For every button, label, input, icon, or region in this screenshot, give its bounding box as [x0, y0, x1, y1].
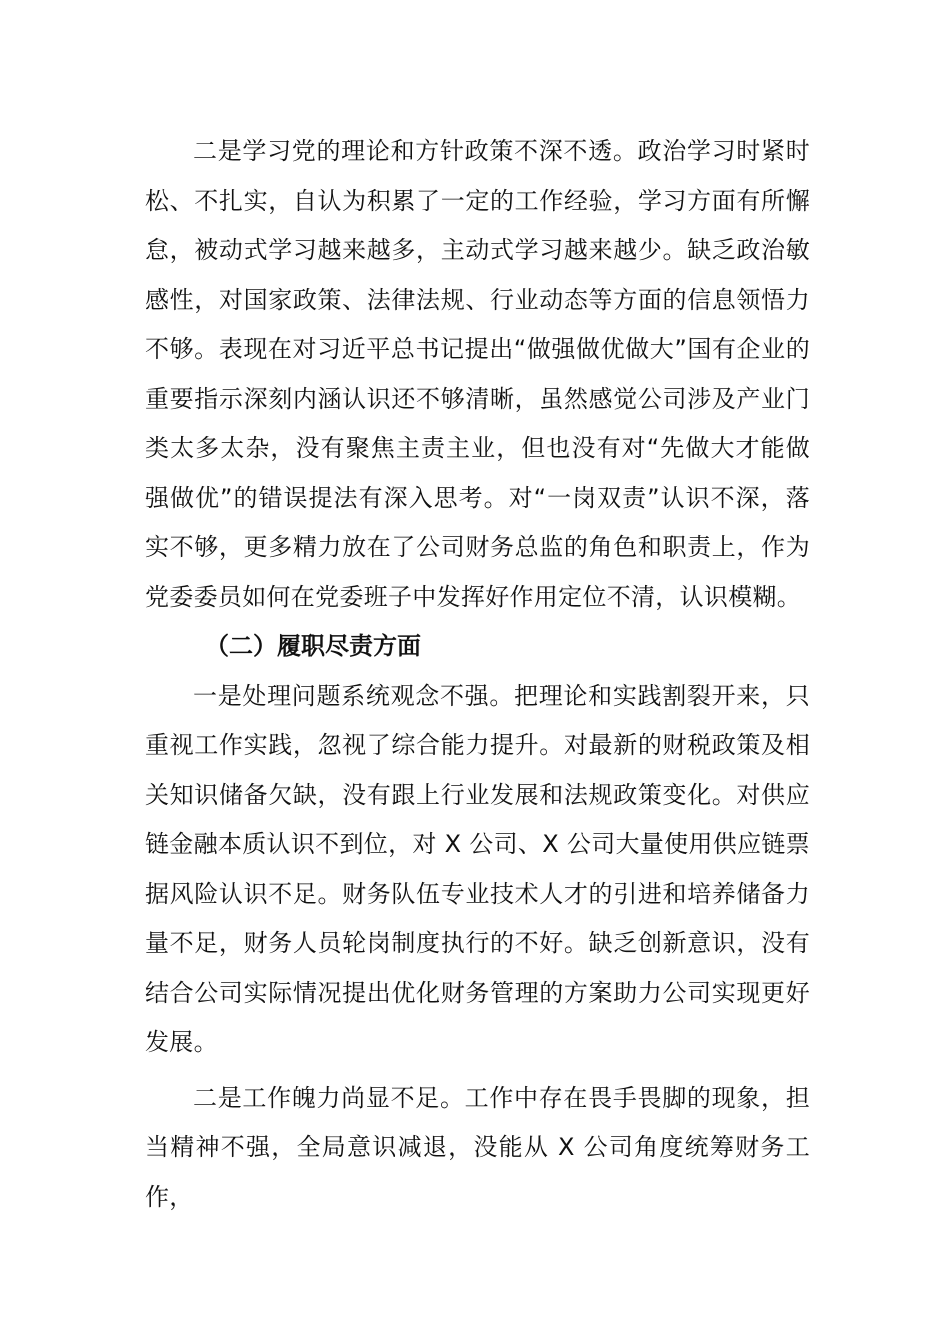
document-body	[145, 127, 810, 1222]
section-heading-duty: （二）履职尽责方面	[205, 632, 421, 660]
paragraph-theory-study: 二是学习党的理论和方针政策不深不透。政治学习时紧时松、不扎实，自认为积累了一定的工作经验，学习方面有所懈怠，被动式学习越来越多，主动式学习越来越少。缺乏政治敏感性，对国家政策、法律法规、行业动态等方面的信息领悟力不够。表现在对习近平总书记提出“做强做优做大”国有企业的重要指示深刻内涵认识还不够清晰，虽然感觉公司涉及产业门类太多太杂，没有聚焦主责主业，但也没有对“先做大才能做强做优”的错误提法有深入思考。对“一岗双责”认识不深，落实不够，更多精力放在了公司财务总监的角色和职责上，作为党委委员如何在党委班子中发挥好作用定位不清，认识模糊。	[145, 137, 810, 611]
paragraph-system-thinking: 一是处理问题系统观念不强。把理论和实践割裂开来，只重视工作实践，忽视了综合能力提升。对最新的财税政策及相关知识储备欠缺，没有跟上行业发展和法规政策变化。对供应链金融本质认识不到位，对 X 公司、X 公司大量使用供应链票据风险认识不足。财务队伍专业技术人才的引进和培养储备力量不足，财务人员轮岗制度执行的不好。缺乏创新意识，没有结合公司实际情况提出优化财务管理的方案助力公司实现更好发展。	[145, 681, 810, 1056]
paragraph-work-courage: 二是工作魄力尚显不足。工作中存在畏手畏脚的现象，担当精神不强，全局意识减退，没能从 X 公司角度统筹财务工作，	[145, 1083, 810, 1211]
